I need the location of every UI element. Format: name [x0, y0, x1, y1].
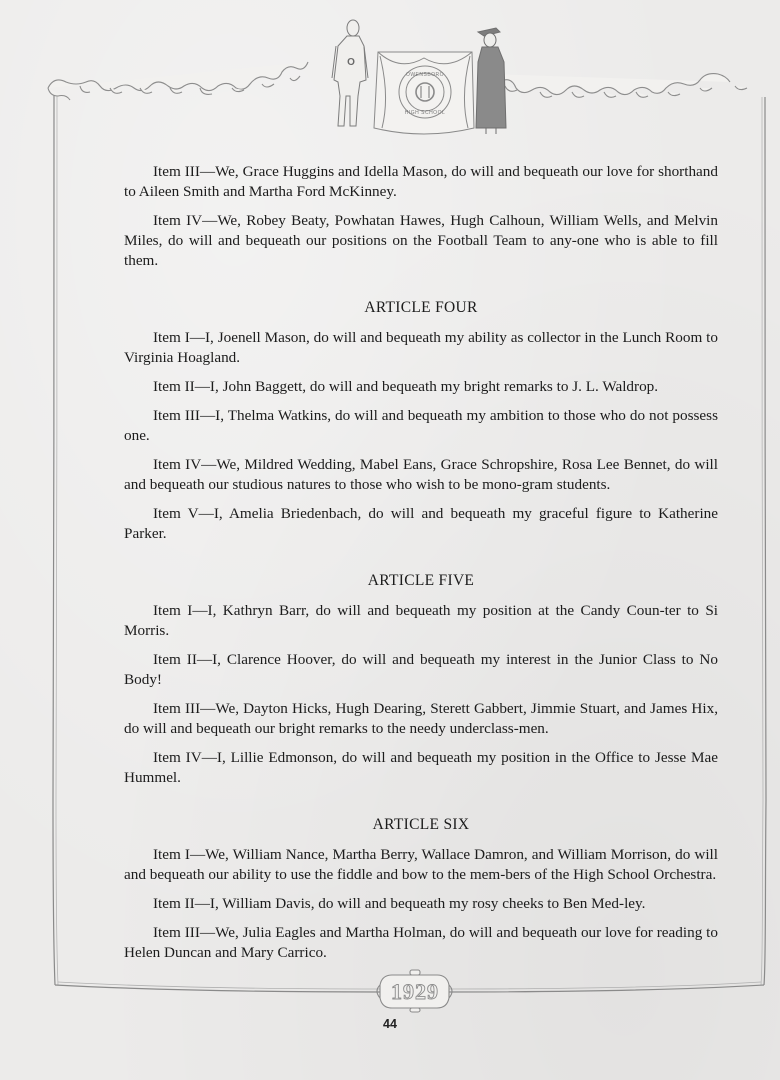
bequest-item: Item II—I, William Davis, do will and bequeath my rosy cheeks to Ben Med-ley.: [153, 895, 646, 912]
article-section: [124, 162, 718, 271]
bequest-item: Item IV—I, Lillie Edmonson, do will and bequeath my position in the Office to Jesse Mae Hummel.: [124, 749, 718, 786]
article-section: [124, 298, 718, 544]
article-section: [124, 815, 718, 963]
frame-right-rule: [764, 97, 766, 985]
bequest-item: Item III—I, Thelma Watkins, do will and bequeath my ambition to those who do not possess one.: [124, 407, 718, 444]
graduate-figure-illustration: [476, 28, 506, 134]
athlete-jersey-letter: O: [347, 57, 355, 68]
seal-bottom-text: HIGH SCHOOL: [404, 110, 446, 116]
bequest-item: Item I—I, Kathryn Barr, do will and bequeath my position at the Candy Coun-ter to Si Morris.: [124, 602, 718, 639]
bequest-item: Item IV—We, Mildred Wedding, Mabel Eans, Grace Schropshire, Rosa Lee Bennet, do will and bequeath our studious natures to those who wish to be mono-gram students.: [124, 456, 718, 493]
article-heading: ARTICLE FIVE: [367, 572, 475, 589]
athlete-figure-illustration: [332, 20, 368, 126]
article-heading: ARTICLE FOUR: [364, 299, 478, 316]
document-body: [124, 162, 718, 972]
article-section: [124, 571, 718, 788]
ribbon-scroll-left: [48, 62, 308, 100]
bequest-item: Item IV—We, Robey Beaty, Powhatan Hawes, Hugh Calhoun, William Wells, and Melvin Miles, do will and bequeath our positions on the Football Team to any-one who is able to fill them.: [124, 212, 718, 269]
year-badge-text: 1929: [391, 979, 439, 1004]
frame-left-rule-inner: [56, 95, 58, 985]
frame-left-rule: [53, 95, 55, 985]
ribbon-scroll-right: [490, 74, 747, 98]
frame-right-rule-inner: [761, 97, 763, 985]
bequest-item: Item III—We, Dayton Hicks, Hugh Dearing, Sterett Gabbert, Jimmie Stuart, and James Hix, do will and bequeath our bright remarks to the needy underclass-men.: [124, 700, 718, 737]
seal-top-text: OWENSBORO: [405, 72, 445, 78]
article-heading: ARTICLE SIX: [372, 816, 470, 833]
page-number: 44: [383, 1017, 397, 1031]
school-seal-banner: [374, 52, 474, 134]
bequest-item: Item II—I, Clarence Hoover, do will and bequeath my interest in the Junior Class to No Body!: [124, 651, 718, 688]
bequest-item: Item I—We, William Nance, Martha Berry, Wallace Damron, and William Morrison, do will and bequeath our ability to use the fiddle and bow to the mem-bers of the High School Orchestra.: [124, 846, 718, 883]
bequest-item: Item III—We, Julia Eagles and Martha Holman, do will and bequeath our love for reading to Helen Duncan and Mary Carrico.: [124, 924, 718, 961]
bequest-item: Item V—I, Amelia Briedenbach, do will and bequeath my graceful figure to Katherine Parker.: [124, 505, 718, 542]
bequest-item: Item II—I, John Baggett, do will and bequeath my bright remarks to J. L. Waldrop.: [153, 378, 659, 395]
bequest-item: Item I—I, Joenell Mason, do will and bequeath my ability as collector in the Lunch Room to Virginia Hoagland.: [124, 329, 718, 366]
bequest-item: Item III—We, Grace Huggins and Idella Mason, do will and bequeath our love for shorthand to Aileen Smith and Martha Ford McKinney.: [124, 163, 718, 200]
